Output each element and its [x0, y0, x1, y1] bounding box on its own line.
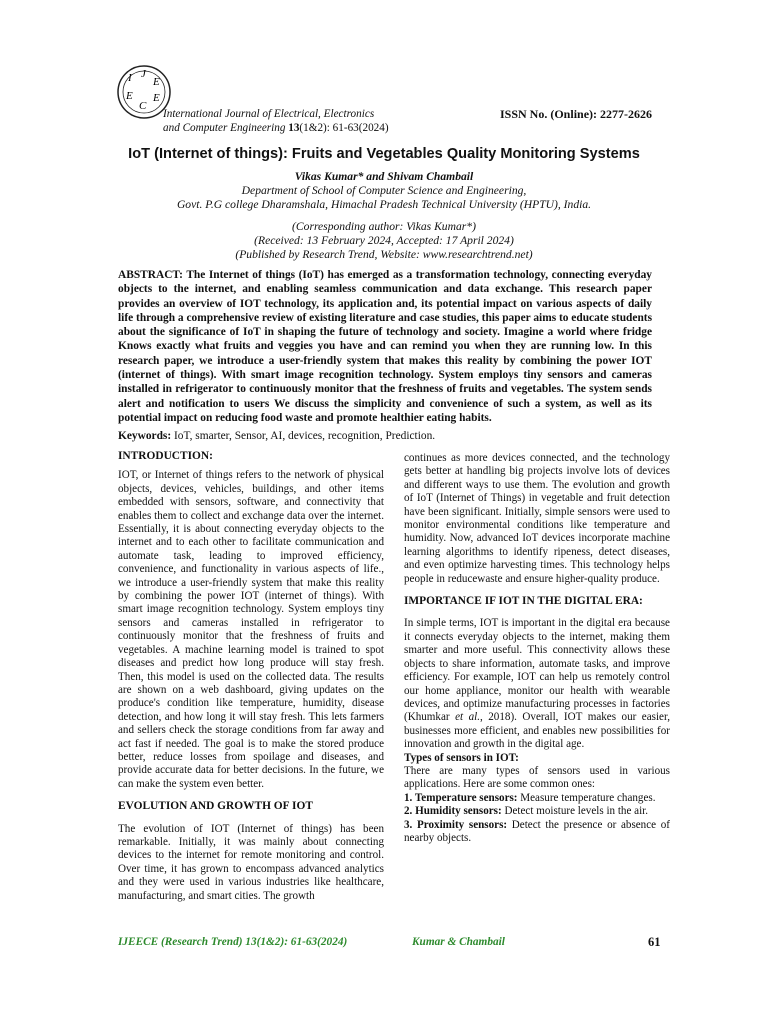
- keywords: [118, 430, 652, 442]
- keywords-text: IoT, smarter, Sensor, AI, devices, recognition, Prediction.: [171, 430, 436, 442]
- sensor-3-label: 3. Proximity sensors:: [404, 818, 508, 831]
- evolution-text: The evolution of IOT (Internet of things) has been remarkable. Initially, it was mainly about connecting devices to the internet for remote monitoring and control. Over time, it has grown to encompass advanced analytics and they were used in various industries like healthcare, manufacturing, and smart cities. The growth: [118, 822, 384, 902]
- sensor-1-text: Measure temperature changes.: [517, 791, 656, 804]
- journal-info: [163, 107, 483, 135]
- introduction-text: IOT, or Internet of things refers to the network of physical objects, devices, vehicles, buildings, and other items embedded with sensors, software, and connectivity that enables them to collect and exchange data over the internet. Essentially, it is about connecting everyday objects to the internet and to each other to facilitate communication and automate task, leading to improved efficiency, convenience, and functionality in various aspects of life., we introduce a user-friendly system that make this reality by combining the power IOT (internet of things). With smart image recognition technology. System employs tiny sensors and cameras installed in refrigerator to continuously monitor that the freshness of fruits and vegetables. A machine learning model is trained to spot diseases and predict how long produce will stay fresh. Then, this model is used on the collected data. The results are shown on a web dashboard, giving updates on the produce's condition like temperature, humidity, disease detection, and how long it will stay fresh. This lets farmers and sellers check the storage conditions from far away and act fast if needed. The goal is to make the stored produce better, reduce losses from spoilage and diseases, and provide accurate data for better decisions. In the future, we can make the system even better.: [118, 469, 384, 790]
- journal-line-1: International Journal of Electrical, Electronics: [163, 108, 375, 120]
- logo-letter-4: E: [153, 92, 160, 104]
- importance-text: [404, 617, 670, 751]
- right-column: [404, 452, 670, 845]
- footer-citation: IJEECE (Research Trend) 13(1&2): 61-63(2024): [118, 936, 348, 948]
- importance-citation: et al.: [455, 711, 480, 724]
- authors: Vikas Kumar* and Shivam Chambail: [294, 170, 474, 183]
- logo-letter-3: E: [153, 76, 160, 88]
- continuation-text: continues as more devices connected, and the technology gets better at handling big projects involve lots of devices and different ways to use them. The evolution and growth of IoT (Internet of Things) in vegetable and fruit detection have been significant. Initially, simple sensors were used to monitor environmental conditions like temperature and humidity. Now, advanced IoT devices incorporate machine learning algorithms to identify ripeness, detect diseases, and even optimize harvesting times. This technology helps people in reducewaste and ensure higher-quality produce.: [404, 452, 670, 585]
- importance-heading: IMPORTANCE IF IOT IN THE DIGITAL ERA:: [404, 595, 643, 608]
- paper-title: IoT (Internet of things): Fruits and Vegetables Quality Monitoring Systems: [128, 146, 640, 162]
- keywords-label: Keywords:: [118, 430, 172, 442]
- sensors-heading: Types of sensors in IOT:: [404, 751, 519, 764]
- abstract: ABSTRACT: The Internet of things (IoT) has emerged as a transformation technology, connecting everyday objects to the internet, and enabling seamless communication and data exchange. This research paper provides an overview of IOT technology, its application and, its potential impact on various aspects of daily life through a comprehensive review of existing literature and case studies, this paper aims to educate students about the significance of IoT in shaping the future of technology and society. Imagine a world where fridge Knows exactly what fruits and veggies you have and can remind you when they are running low. In this research paper, we introduce a user-friendly system that makes this reality by combining the power IOT (internet of things). With smart image recognition technology. System employs tiny sensors and cameras installed in refrigerator to continuously monitor that the freshness of fruits and vegetables. The system sends alert and notification to users We discuss the simplicity and convenience of such a system, as well as its potential impact on reducing food waste and promote healthier eating habits.: [118, 269, 652, 424]
- left-column: [118, 450, 384, 903]
- importance-text-b: , 2018). Overall, IOT makes our easier, businesses more efficient, and enables new possibilities for innovation and growth in the digital age.: [404, 711, 671, 751]
- journal-line-2-suffix: (1&2): 61-63(2024): [299, 122, 389, 134]
- sensors-intro: There are many types of sensors used in various applications. Here are some common ones:: [404, 764, 670, 791]
- logo-letter-2: J: [141, 68, 146, 80]
- logo-letter-5: C: [139, 100, 147, 112]
- affiliation-line-2: Govt. P.G college Dharamshala, Himachal Pradesh Technical University (HPTU), India.: [176, 198, 592, 211]
- journal-line-2-prefix: and Computer Engineering: [163, 122, 289, 134]
- page-number: 61: [648, 935, 661, 949]
- introduction-heading: INTRODUCTION:: [118, 450, 213, 462]
- corresponding-author: (Corresponding author: Vikas Kumar*): [292, 220, 476, 233]
- evolution-heading: EVOLUTION AND GROWTH OF IOT: [118, 800, 313, 813]
- sensor-item-2: [404, 805, 670, 818]
- logo-letter-6: E: [126, 90, 133, 102]
- logo-letter-1: I: [128, 72, 132, 84]
- sensor-1-label: 1. Temperature sensors:: [404, 791, 518, 804]
- journal-volume: 13: [288, 122, 300, 134]
- sensor-3-text: Detect the presence or absence of nearby objects.: [404, 818, 670, 844]
- sensor-item-3: [404, 819, 670, 846]
- received-dates: (Received: 13 February 2024, Accepted: 17 April 2024): [254, 234, 514, 247]
- affiliation-line-1: Department of School of Computer Science and Engineering,: [241, 184, 527, 197]
- sensor-item-1: [404, 792, 670, 805]
- footer-authors: Kumar & Chambail: [412, 936, 505, 948]
- journal-line-2: [163, 121, 483, 135]
- issn: ISSN No. (Online): 2277-2626: [500, 107, 653, 121]
- importance-text-a: In simple terms, IOT is important in the digital era because it connects everyday objects to the internet, making them smarter and more useful. This connectivity allows these objects to share information, automate tasks, and improve efficiency. For example, IOT can help us remotely control our home appliance, monitor our health with wearable devices, and optimize manufacturing processes in factories (Khumkar: [404, 617, 670, 724]
- sensor-2-text: Detect moisture levels in the air.: [501, 805, 649, 818]
- publisher-line: (Published by Research Trend, Website: www.researchtrend.net): [235, 248, 533, 261]
- sensor-2-label: 2. Humidity sensors:: [404, 805, 502, 818]
